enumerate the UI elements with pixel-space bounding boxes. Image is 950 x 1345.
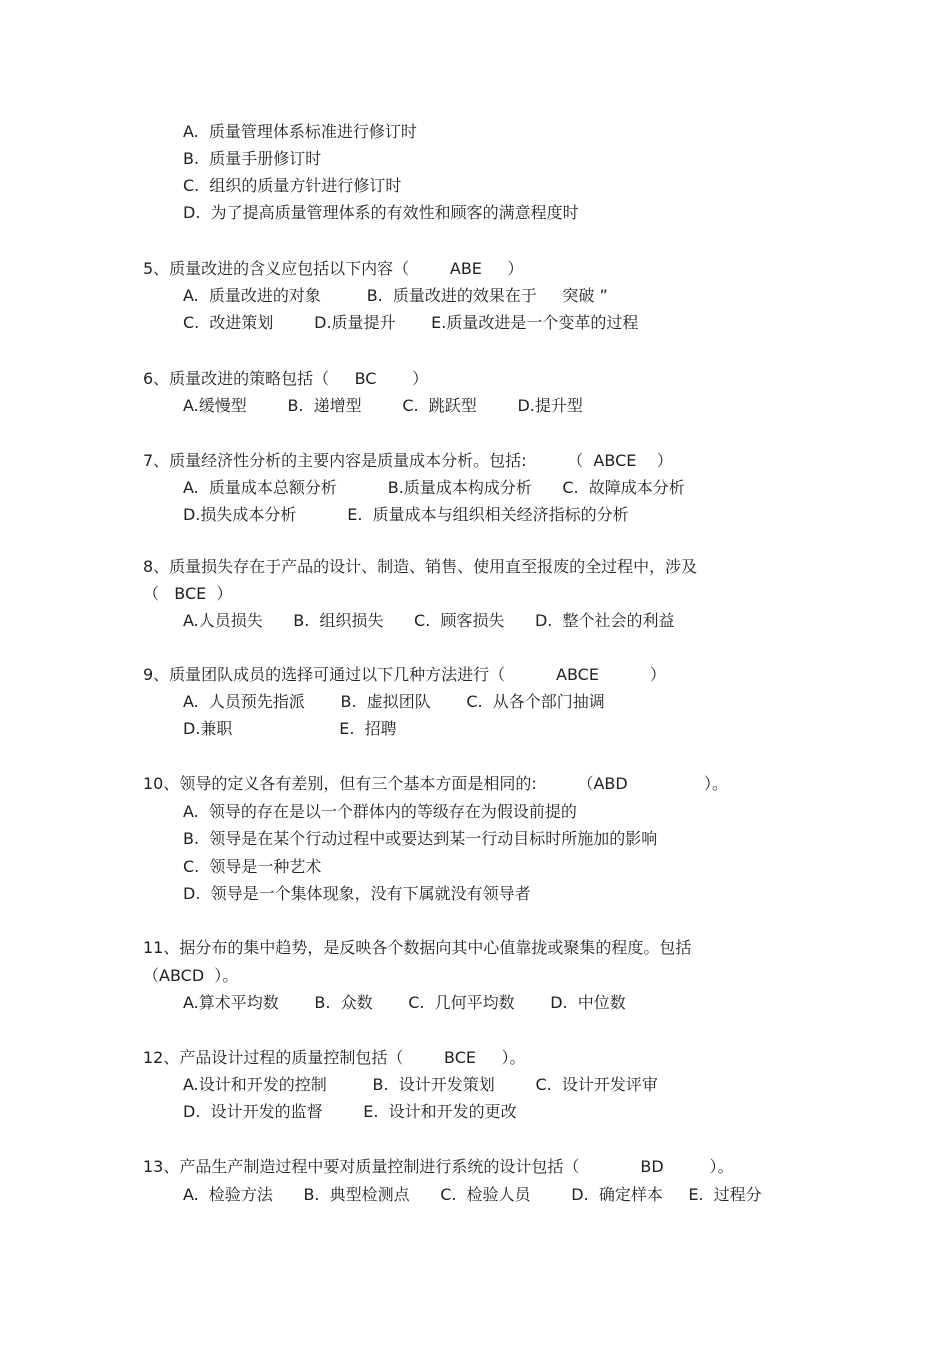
q8-answer: （ BCE ） xyxy=(143,584,233,603)
q9-options-row-1: A. 人员预先指派 B. 虚拟团队 C. 从各个部门抽调 xyxy=(183,692,605,711)
q7-options-row-1: A. 质量成本总额分析 B.质量成本构成分析 C. 故障成本分析 xyxy=(183,478,685,497)
q12-stem: 12、产品设计过程的质量控制包括（ BCE ）。 xyxy=(143,1048,526,1067)
q9-stem: 9、质量团队成员的选择可通过以下几种方法进行（ ABCE ） xyxy=(143,665,666,684)
q8-options-row-1: A.人员损失 B. 组织损失 C. 顾客损失 D. 整个社会的利益 xyxy=(183,611,675,630)
q7-stem: 7、质量经济性分析的主要内容是质量成本分析。包括: （ ABCE ） xyxy=(143,451,673,470)
q4-option-a: A. 质量管理体系标准进行修订时 xyxy=(183,122,417,141)
q4-option-d: D. 为了提高质量管理体系的有效性和顾客的满意程度时 xyxy=(183,203,579,222)
q10-option-c: C. 领导是一种艺术 xyxy=(183,857,322,876)
q10-option-a: A. 领导的存在是以一个群体内的等级存在为假设前提的 xyxy=(183,802,577,821)
q13-options-row-1: A. 检验方法 B. 典型检测点 C. 检验人员 D. 确定样本 E. 过程分 xyxy=(183,1185,762,1204)
q5-options-row-1: A. 质量改进的对象 B. 质量改进的效果在于 突破 ” xyxy=(183,286,608,305)
q11-answer: （ABCD ）。 xyxy=(143,966,239,985)
q10-option-b: B. 领导是在某个行动过程中或要达到某一行动目标时所施加的影响 xyxy=(183,829,658,848)
q5-options-row-2: C. 改进策划 D.质量提升 E.质量改进是一个变革的过程 xyxy=(183,313,639,332)
q11-options-row-1: A.算术平均数 B. 众数 C. 几何平均数 D. 中位数 xyxy=(183,993,626,1012)
q12-options-row-2: D. 设计开发的监督 E. 设计和开发的更改 xyxy=(183,1102,517,1121)
q6-stem: 6、质量改进的策略包括（ BC ） xyxy=(143,369,429,388)
q7-options-row-2: D.损失成本分析 E. 质量成本与组织相关经济指标的分析 xyxy=(183,505,629,524)
q6-options-row-1: A.缓慢型 B. 递增型 C. 跳跃型 D.提升型 xyxy=(183,396,583,415)
q9-options-row-2: D.兼职 E. 招聘 xyxy=(183,719,397,738)
q11-stem: 11、据分布的集中趋势，是反映各个数据向其中心值靠拢或聚集的程度。包括 xyxy=(143,938,692,957)
q13-stem: 13、产品生产制造过程中要对质量控制进行系统的设计包括（ BD ）。 xyxy=(143,1157,734,1176)
q10-option-d: D. 领导是一个集体现象，没有下属就没有领导者 xyxy=(183,884,531,903)
q10-stem: 10、领导的定义各有差别，但有三个基本方面是相同的: （ABD ）。 xyxy=(143,774,728,793)
q5-stem: 5、质量改进的含义应包括以下内容（ ABE ） xyxy=(143,259,524,278)
q4-option-b: B. 质量手册修订时 xyxy=(183,149,322,168)
q4-option-c: C. 组织的质量方针进行修订时 xyxy=(183,176,402,195)
q12-options-row-1: A.设计和开发的控制 B. 设计开发策划 C. 设计开发评审 xyxy=(183,1075,658,1094)
q8-stem: 8、质量损失存在于产品的设计、制造、销售、使用直至报废的全过程中，涉及 xyxy=(143,557,698,576)
